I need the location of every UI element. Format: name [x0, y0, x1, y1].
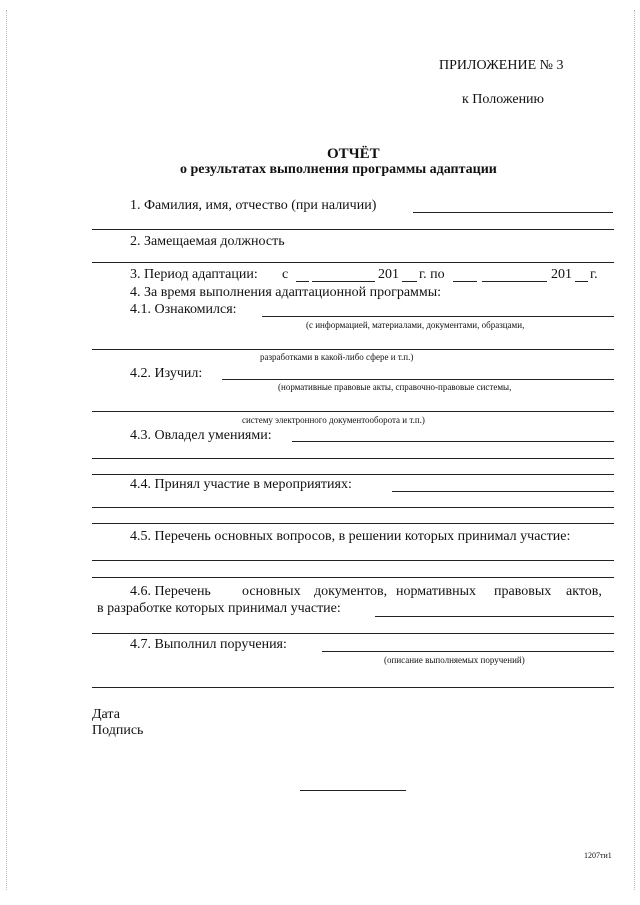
item-4-7-label: 4.7. Выполнил поручения: — [130, 637, 287, 652]
item-4-1-label: 4.1. Ознакомился: — [130, 302, 237, 317]
period-from-month-line[interactable] — [312, 281, 375, 282]
full-name-line[interactable] — [413, 212, 613, 213]
item-4-3-label: 4.3. Овладел умениями: — [130, 428, 272, 443]
item-3-period-label: 3. Период адаптации: — [130, 267, 258, 282]
studied-hint-1: (нормативные правовые акты, справочно-правовые системы, — [278, 382, 512, 392]
signature-label: Подпись — [92, 723, 144, 738]
item-4-6-word-1: 4.6. Перечень — [130, 584, 211, 599]
position-line[interactable] — [92, 262, 614, 263]
period-from-year-prefix: 201 — [378, 267, 399, 282]
report-subtitle: о результатах выполнения программы адаптации — [180, 162, 497, 177]
item-4-6-word-5: правовых — [494, 584, 552, 599]
scan-edge-right — [634, 10, 635, 890]
full-name-line-2[interactable] — [92, 229, 614, 230]
item-4-2-label: 4.2. Изучил: — [130, 366, 203, 381]
item-4-6-word-6: актов, — [566, 584, 602, 599]
events-line[interactable] — [392, 491, 614, 492]
assignments-hint: (описание выполняемых поручений) — [384, 655, 525, 665]
familiarized-hint-1: (с информацией, материалами, документами, образцами, — [306, 320, 525, 330]
skills-line[interactable] — [292, 441, 614, 442]
studied-line-2[interactable] — [92, 411, 614, 412]
period-from-day-line[interactable] — [296, 281, 309, 282]
period-to-label: г. по — [419, 267, 445, 282]
item-1-full-name-label: 1. Фамилия, имя, отчество (при наличии) — [130, 198, 377, 213]
documents-line-2[interactable] — [92, 633, 614, 634]
skills-line-2[interactable] — [92, 458, 614, 459]
studied-line[interactable] — [222, 379, 614, 380]
document-code: 1207ти1 — [584, 851, 612, 860]
events-line-3[interactable] — [92, 523, 614, 524]
familiarized-line-2[interactable] — [92, 349, 614, 350]
familiarized-line[interactable] — [262, 316, 614, 317]
assignments-line[interactable] — [322, 651, 614, 652]
period-to-month-line[interactable] — [482, 281, 547, 282]
signature-line[interactable] — [300, 790, 406, 791]
item-4-5-label: 4.5. Перечень основных вопросов, в решении которых принимал участие: — [130, 529, 571, 544]
item-4-6-word-2: основных — [242, 584, 301, 599]
period-to-year-line[interactable] — [575, 281, 588, 282]
item-4-4-label: 4.4. Принял участие в мероприятиях: — [130, 477, 352, 492]
regulation-reference: к Положению — [462, 92, 545, 107]
studied-hint-2: систему электронного документооборота и т.п.) — [242, 415, 425, 425]
events-line-2[interactable] — [92, 507, 614, 508]
item-4-6-word-4: нормативных — [396, 584, 477, 599]
period-from-label: с — [282, 267, 289, 282]
familiarized-hint-2: разработками в какой-либо сфере и т.п.) — [260, 352, 414, 362]
period-to-year-suffix: г. — [590, 267, 598, 282]
scan-edge-left — [6, 10, 7, 890]
report-title: ОТЧЁТ — [327, 146, 380, 162]
item-4-6-word-3: документов, — [314, 584, 388, 599]
period-from-year-line[interactable] — [402, 281, 417, 282]
item-2-position-label: 2. Замещаемая должность — [130, 234, 285, 249]
period-to-day-line[interactable] — [453, 281, 477, 282]
skills-line-3[interactable] — [92, 474, 614, 475]
assignments-line-2[interactable] — [92, 687, 614, 688]
issues-line[interactable] — [92, 560, 614, 561]
date-label: Дата — [92, 707, 120, 722]
issues-line-2[interactable] — [92, 577, 614, 578]
item-4-label: 4. За время выполнения адаптационной программы: — [130, 285, 442, 300]
period-to-year-prefix: 201 — [551, 267, 572, 282]
item-4-6-line-2: в разработке которых принимал участие: — [97, 601, 341, 616]
documents-line[interactable] — [375, 616, 614, 617]
appendix-label: ПРИЛОЖЕНИЕ № 3 — [439, 58, 564, 73]
